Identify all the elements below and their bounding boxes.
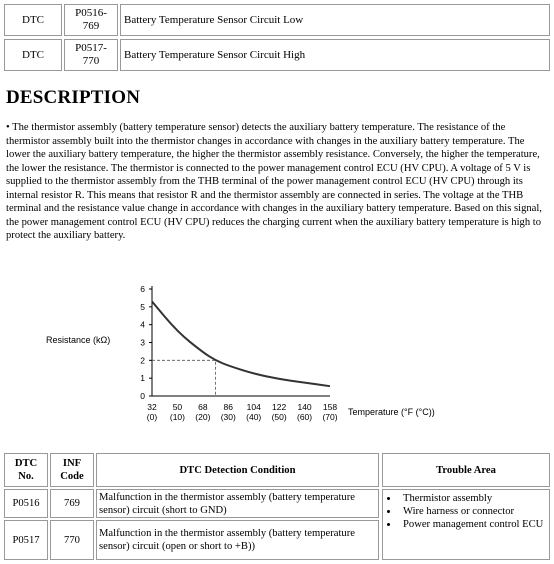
description-text: • The thermistor assembly (battery temperature sensor) detects the auxiliary battery temperature. The resistance of the thermistor assembly built into the thermistor changes in accordance with changes in the auxiliary battery temperature. The lower the auxiliary battery temperature, the higher the thermistor assembly resistance. Conversely, the higher the temperature, the lower the resistance. The thermistor is connected to the power management control ECU (HV CPU). A voltage of 5 V is supplied to the thermistor assembly from the THB terminal of the power management control ECU (HV CPU) through its internal resistor R. This means that resistor R and the thermistor assembly are connected in series. The voltage at the THB terminal and the resistance value change in accordance with changes in the auxiliary battery temperature. Based on this signal, the power management control ECU (HV CPU) reduces the charging current when the auxiliary battery temperature is high to protect the auxiliary battery. [6,122,542,241]
trouble-area-item: • Wire harness or connector [399,505,549,518]
reference-dashed-line [152,360,216,396]
y-tick-label: 2 [140,355,145,366]
y-tick-label: 6 [140,284,145,294]
header-detection-condition: DTC Detection Condition [96,453,379,487]
header-inf-code: INF Code [50,453,94,487]
x-tick-label: 68 [198,402,208,412]
trouble-area-list [383,492,549,531]
row-dtc-no: P0517 [4,520,48,560]
x-tick-label: (50) [271,412,287,422]
row-condition: Malfunction in the thermistor assembly (battery temperature sensor) circuit (short to GND) [96,489,379,518]
trouble-area-item: • Thermistor assembly [399,492,549,505]
y-tick-label: 3 [140,337,145,348]
dtc-label: DTC [4,4,62,36]
x-tick-label: 50 [172,402,183,412]
x-tick-label: 86 [223,402,234,412]
x-tick-label: (60) [297,412,313,422]
x-tick-label: (0) [146,412,158,422]
x-tick-label: 104 [246,402,261,412]
x-tick-label: 140 [297,402,312,412]
x-tick-label: (40) [246,412,262,422]
dtc-description: Battery Temperature Sensor Circuit High [120,39,550,71]
x-tick-label: (30) [220,412,236,422]
row-dtc-no: P0516 [4,489,48,518]
resistance-temperature-chart [0,282,554,422]
dtc-label: DTC [4,39,62,71]
y-tick-label: 1 [140,373,145,384]
dtc-row [4,39,550,71]
row-inf-code: 770 [50,520,94,560]
row-inf-code: 769 [50,489,94,518]
x-tick-label: (20) [195,412,211,422]
y-tick-label: 4 [140,319,145,330]
resistance-curve [152,301,330,386]
y-axis-label: Resistance (kΩ) [46,335,111,345]
x-tick-label: (70) [322,412,338,422]
header-dtc-no: DTC No. [4,453,48,487]
y-tick-label: 5 [140,301,145,312]
x-tick-label: 158 [322,402,338,412]
header-trouble-area: Trouble Area [382,453,550,487]
dtc-code: P0517- 770 [64,39,118,71]
x-tick-label: 122 [272,402,287,412]
x-tick-label: (10) [169,412,185,422]
trouble-area-cell [382,489,550,560]
y-tick-label: 0 [140,391,145,401]
x-tick-label: 32 [147,402,157,412]
dtc-description: Battery Temperature Sensor Circuit Low [120,4,550,36]
section-heading: DESCRIPTION [6,87,141,108]
trouble-area-item: • Power management control ECU [399,518,549,531]
dtc-code: P0516- 769 [64,4,118,36]
dtc-row [4,4,550,36]
x-axis-label: Temperature (°F (°C)) [348,407,435,417]
row-condition: Malfunction in the thermistor assembly (battery temperature sensor) circuit (open or short to +B)) [96,520,379,560]
